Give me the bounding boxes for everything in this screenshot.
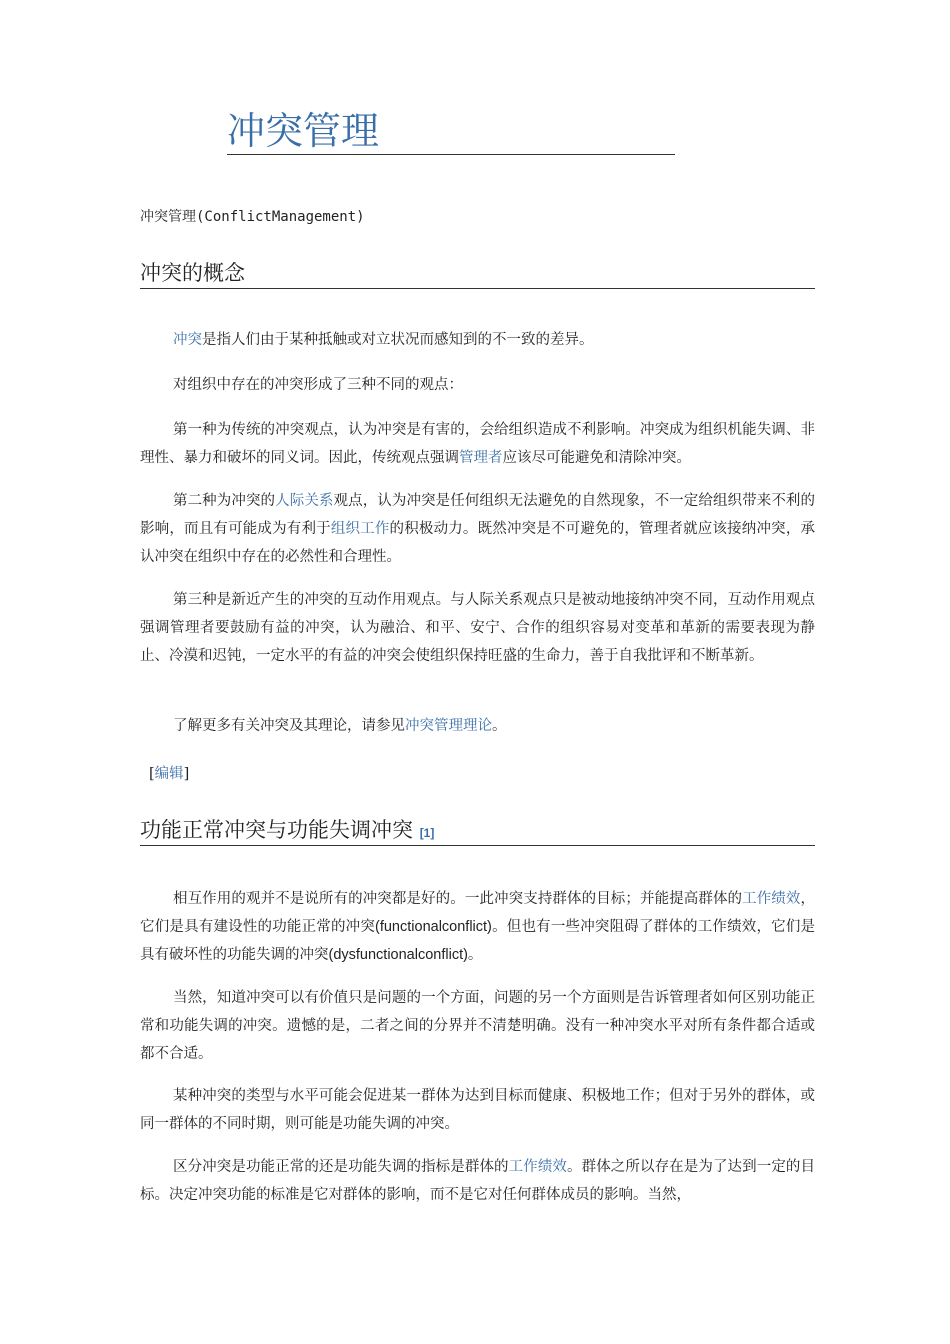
edit-section	[149, 762, 189, 783]
term-dysfunctional-conflict: (dysfunctionalconflict)	[328, 947, 468, 963]
paragraph-functional-conflict	[140, 885, 815, 969]
paragraph-text: 的积极动力。既然冲突是不可避免的，管理者就应该接纳冲突，承认冲突在组织中存在的必然性和合理性。	[140, 521, 816, 565]
link-work-performance[interactable]: 工作绩效	[742, 891, 801, 907]
edit-link[interactable]: 编辑	[154, 766, 184, 782]
bracket-open: [	[149, 766, 155, 782]
paragraph-three-views: 对组织中存在的冲突形成了三种不同的观点：	[173, 377, 463, 393]
paragraph-text: 。但也有一些冲突阻碍了群体的工作绩效，它们是具有破坏性的功能失调的冲突	[140, 919, 816, 963]
paragraph-human-relations-view	[140, 487, 815, 571]
subtitle: 冲突管理(ConflictManagement)	[140, 209, 365, 225]
link-manager[interactable]: 管理者	[459, 450, 503, 466]
page-title: 冲突管理	[227, 109, 380, 153]
paragraph-text: 。	[492, 718, 507, 734]
paragraph-text: 第一种为传统的冲突观点，认为冲突是有害的，会给组织造成不利影响。冲突成为组织机能失调、非理性、暴力和破坏的同义词。因此，传统观点强调	[140, 422, 815, 466]
paragraph-text: 。群体之所以存在是为了达到一定的目标。决定冲突功能的标准是它对群体的影响，而不是它对任何群体成员的影响。当然，	[140, 1159, 816, 1203]
link-human-relations[interactable]: 人际关系	[275, 493, 334, 509]
paragraph-distinguish: 当然，知道冲突可以有价值只是问题的一个方面，问题的另一个方面则是告诉管理者如何区别功能正常和功能失调的冲突。遗憾的是，二者之间的分界并不清楚明确。没有一种冲突水平对所有条件都合适或都不合适。	[140, 990, 815, 1062]
title-underline	[227, 108, 675, 155]
link-work-performance-2[interactable]: 工作绩效	[508, 1159, 568, 1175]
link-conflict[interactable]: 冲突	[173, 332, 202, 348]
paragraph-text: 应该尽可能避免和清除冲突。	[502, 450, 691, 466]
section-heading-functional	[140, 817, 815, 846]
paragraph-interactionist-view: 第三种是新近产生的冲突的互动作用观点。与人际关系观点只是被动地接纳冲突不同，互动作用观点强调管理者要鼓励有益的冲突，认为融洽、和平、安宁、合作的组织容易对变革和革新的需要表现为静止、冷漠和迟钝，一定水平的有益的冲突会使组织保持旺盛的生命力，善于自我批评和不断革新。	[140, 592, 815, 664]
paragraph-definition	[140, 326, 815, 354]
paragraph-type-level: 某种冲突的类型与水平可能会促进某一群体为达到目标而健康、积极地工作；但对于另外的群体，或同一群体的不同时期，则可能是功能失调的冲突。	[140, 1088, 815, 1132]
paragraph-text: 相互作用的观并不是说所有的冲突都是好的。一此冲突支持群体的目标；并能提高群体的	[173, 891, 743, 907]
paragraph-indicator	[140, 1153, 815, 1209]
term-functional-conflict: (functionalconflict)	[375, 919, 492, 935]
paragraph-traditional-view	[140, 416, 815, 472]
link-conflict-theory[interactable]: 冲突管理理论	[405, 718, 492, 734]
paragraph-text: 。	[467, 947, 483, 963]
paragraph-text: 第二种为冲突的	[173, 493, 276, 509]
bracket-close: ]	[183, 766, 190, 782]
heading-text: 功能正常冲突与功能失调冲突	[140, 818, 413, 842]
paragraph-text: ，它们是具有建设性的功能正常的冲突	[140, 891, 815, 935]
paragraph-text: 区分冲突是功能正常的还是功能失调的指标是群体的	[173, 1159, 509, 1175]
section-heading-concept: 冲突的概念	[140, 260, 815, 289]
paragraph-see-more	[140, 712, 815, 740]
link-organization-work[interactable]: 组织工作	[330, 521, 390, 537]
paragraph-text: 观点，认为冲突是任何组织无法避免的自然现象，不一定给组织带来不利的影响，而且有可能成为有利于	[140, 493, 816, 537]
paragraph-text: 了解更多有关冲突及其理论，请参见	[173, 718, 405, 734]
paragraph-text: 是指人们由于某种抵触或对立状况而感知到的不一致的差异。	[202, 332, 594, 348]
reference-link[interactable]: [1]	[419, 826, 435, 840]
